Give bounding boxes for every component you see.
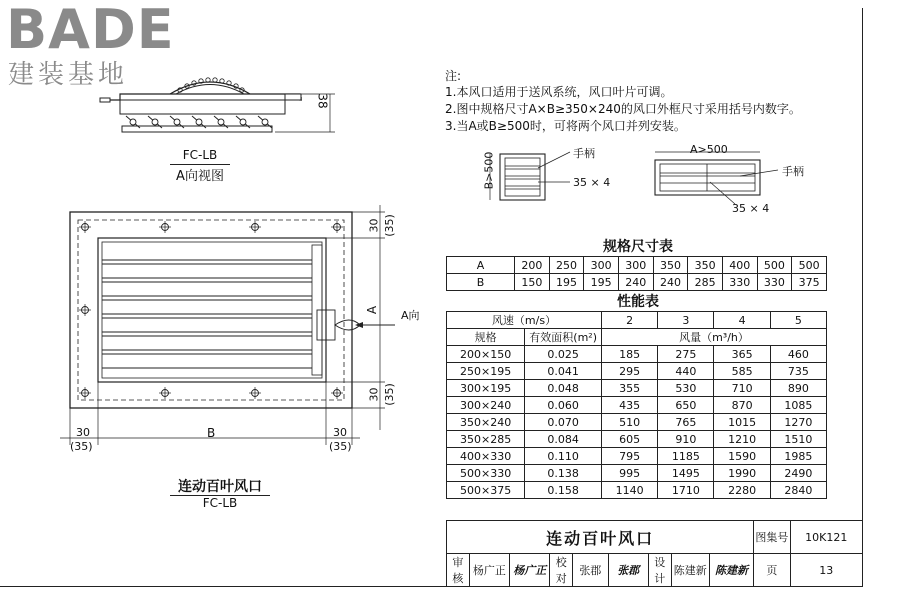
- check-label: 校对: [550, 554, 573, 587]
- perf-flow-cell: 1185: [658, 448, 714, 465]
- perf-header-speed: [447, 312, 827, 329]
- top-view-drawing: [90, 70, 340, 150]
- page-label: 页: [754, 554, 790, 587]
- perf-flow-cell: 890: [770, 380, 826, 397]
- perf-row: [447, 414, 827, 431]
- spec-cell: 285: [688, 274, 723, 291]
- perf-col-size: 规格: [447, 329, 525, 346]
- top-view-caption: A向视图: [176, 169, 224, 184]
- frame-right: [862, 8, 863, 586]
- spec-table: [446, 256, 827, 291]
- front-view-title: 连动百叶风口: [178, 479, 262, 495]
- perf-row: [447, 448, 827, 465]
- spec-row-b: [447, 274, 827, 291]
- perf-area-cell: 0.048: [525, 380, 602, 397]
- perf-flow-cell: 355: [602, 380, 658, 397]
- perf-flow-cell: 710: [714, 380, 770, 397]
- perf-size-cell: 200×150: [447, 346, 525, 363]
- designer-name: 陈建新: [671, 554, 709, 587]
- perf-speed: 2: [602, 312, 658, 329]
- spec-cell: 240: [618, 274, 653, 291]
- detail-right-top: A>500: [690, 143, 728, 156]
- perf-size-cell: 350×240: [447, 414, 525, 431]
- perf-row: [447, 380, 827, 397]
- perf-row: [447, 346, 827, 363]
- perf-area-cell: 0.060: [525, 397, 602, 414]
- perf-col-area: 有效面积(m²): [525, 329, 602, 346]
- perf-flow-cell: 1510: [770, 431, 826, 448]
- spec-cell: 330: [757, 274, 792, 291]
- perf-table-title: 性能表: [617, 294, 659, 310]
- note-2: 2.图中规格尺寸A×B≥350×240的风口外框尺寸采用括号内数字。: [445, 102, 801, 116]
- front-view-code: FC-LB: [202, 496, 238, 510]
- spec-row-label: A: [447, 257, 515, 274]
- spec-cell: 500: [792, 257, 827, 274]
- detail-right-drawing: [640, 140, 820, 220]
- perf-area-cell: 0.025: [525, 346, 602, 363]
- detail-left-handle: 手柄: [573, 147, 595, 160]
- logo-brand: BADE: [6, 0, 175, 61]
- spec-cell: 150: [515, 274, 550, 291]
- notes-title: 注:: [445, 69, 462, 83]
- perf-speed: 5: [770, 312, 826, 329]
- a-direction-label: A向: [401, 309, 420, 322]
- perf-header-cols: [447, 329, 827, 346]
- perf-flow-cell: 2840: [770, 482, 826, 499]
- dim-bottom: 30: [367, 387, 381, 402]
- spec-row-a: [447, 257, 827, 274]
- spec-cell: 250: [549, 257, 584, 274]
- perf-flow-cell: 910: [658, 431, 714, 448]
- checker-name: 张郡: [573, 554, 608, 587]
- atlas-label: 图集号: [754, 521, 790, 554]
- checker-signature: 张郡: [608, 554, 648, 587]
- logo-subtitle: 建装基地: [8, 60, 129, 90]
- spec-cell: 350: [688, 257, 723, 274]
- perf-size-cell: 500×330: [447, 465, 525, 482]
- perf-area-cell: 0.041: [525, 363, 602, 380]
- note-1: 1.本风口适用于送风系统，风口叶片可调。: [445, 85, 673, 99]
- perf-flow-cell: 365: [714, 346, 770, 363]
- perf-size-cell: 300×195: [447, 380, 525, 397]
- top-view-dim: 38: [315, 93, 330, 109]
- dim-left: 30: [76, 426, 90, 439]
- perf-flow-cell: 1140: [602, 482, 658, 499]
- perf-flow-cell: 460: [770, 346, 826, 363]
- dim-a: A: [365, 305, 380, 315]
- spec-cell: 500: [757, 257, 792, 274]
- perf-flow-cell: 435: [602, 397, 658, 414]
- perf-flow-cell: 530: [658, 380, 714, 397]
- reviewer-signature: 杨广正: [510, 554, 550, 587]
- perf-row: [447, 482, 827, 499]
- dim-right-p: (35): [329, 440, 352, 453]
- perf-col-flow: 风量（m³/h）: [602, 329, 827, 346]
- perf-flow-cell: 510: [602, 414, 658, 431]
- perf-size-cell: 300×240: [447, 397, 525, 414]
- reviewer-name: 杨广正: [469, 554, 509, 587]
- perf-flow-cell: 870: [714, 397, 770, 414]
- perf-row: [447, 397, 827, 414]
- spec-cell: 300: [584, 257, 619, 274]
- perf-row: [447, 465, 827, 482]
- dim-left-p: (35): [70, 440, 93, 453]
- spec-cell: 400: [722, 257, 757, 274]
- perf-flow-cell: 275: [658, 346, 714, 363]
- perf-flow-cell: 585: [714, 363, 770, 380]
- spec-cell: 200: [515, 257, 550, 274]
- perf-flow-cell: 765: [658, 414, 714, 431]
- atlas-number: 10K121: [790, 521, 862, 554]
- perf-row: [447, 363, 827, 380]
- front-view-drawing: [55, 205, 395, 460]
- perf-row: [447, 431, 827, 448]
- dim-top-p: (35): [382, 214, 396, 237]
- designer-signature: 陈建新: [709, 554, 753, 587]
- perf-flow-cell: 295: [602, 363, 658, 380]
- perf-area-cell: 0.138: [525, 465, 602, 482]
- perf-area-cell: 0.084: [525, 431, 602, 448]
- perf-speed: 3: [658, 312, 714, 329]
- dim-top: 30: [367, 218, 381, 233]
- perf-flow-cell: 1495: [658, 465, 714, 482]
- perf-flow-cell: 795: [602, 448, 658, 465]
- drawing-title: 连动百叶风口: [447, 521, 754, 554]
- note-3: 3.当A或B≥500时，可将两个风口并列安装。: [445, 119, 686, 133]
- perf-flow-cell: 440: [658, 363, 714, 380]
- perf-speed: 4: [714, 312, 770, 329]
- page-number: 13: [790, 554, 862, 587]
- spec-table-title: 规格尺寸表: [603, 239, 673, 255]
- spec-cell: 240: [653, 274, 688, 291]
- perf-speed-header: 风速（m/s）: [447, 312, 602, 329]
- top-view-name: FC-LB: [182, 148, 218, 162]
- perf-flow-cell: 1710: [658, 482, 714, 499]
- design-label: 设计: [648, 554, 671, 587]
- spec-cell: 350: [653, 257, 688, 274]
- review-label: 审核: [447, 554, 470, 587]
- dim-b: B: [207, 426, 216, 440]
- perf-area-cell: 0.110: [525, 448, 602, 465]
- spec-cell: 195: [549, 274, 584, 291]
- perf-size-cell: 350×285: [447, 431, 525, 448]
- dim-right: 30: [333, 426, 347, 439]
- perf-table: [446, 311, 827, 499]
- perf-area-cell: 0.070: [525, 414, 602, 431]
- perf-size-cell: 250×195: [447, 363, 525, 380]
- spec-cell: 300: [618, 257, 653, 274]
- perf-flow-cell: 1990: [714, 465, 770, 482]
- perf-flow-cell: 1085: [770, 397, 826, 414]
- spec-cell: 195: [584, 274, 619, 291]
- perf-flow-cell: 605: [602, 431, 658, 448]
- perf-flow-cell: 735: [770, 363, 826, 380]
- perf-size-cell: 500×375: [447, 482, 525, 499]
- spec-cell: 330: [722, 274, 757, 291]
- perf-area-cell: 0.158: [525, 482, 602, 499]
- perf-flow-cell: 2280: [714, 482, 770, 499]
- spec-cell: 375: [792, 274, 827, 291]
- perf-flow-cell: 1270: [770, 414, 826, 431]
- perf-flow-cell: 2490: [770, 465, 826, 482]
- detail-right-handle: 手柄: [782, 165, 804, 178]
- perf-size-cell: 400×330: [447, 448, 525, 465]
- detail-right-blade: 35 × 4: [732, 202, 770, 215]
- detail-left-blade: 35 × 4: [573, 176, 611, 189]
- perf-flow-cell: 1590: [714, 448, 770, 465]
- dim-bottom-p: (35): [382, 383, 396, 406]
- perf-flow-cell: 185: [602, 346, 658, 363]
- perf-flow-cell: 1985: [770, 448, 826, 465]
- spec-row-label: B: [447, 274, 515, 291]
- perf-flow-cell: 1210: [714, 431, 770, 448]
- perf-flow-cell: 650: [658, 397, 714, 414]
- perf-flow-cell: 1015: [714, 414, 770, 431]
- detail-left-side: B>500: [482, 151, 496, 190]
- title-block: [446, 520, 863, 587]
- perf-flow-cell: 995: [602, 465, 658, 482]
